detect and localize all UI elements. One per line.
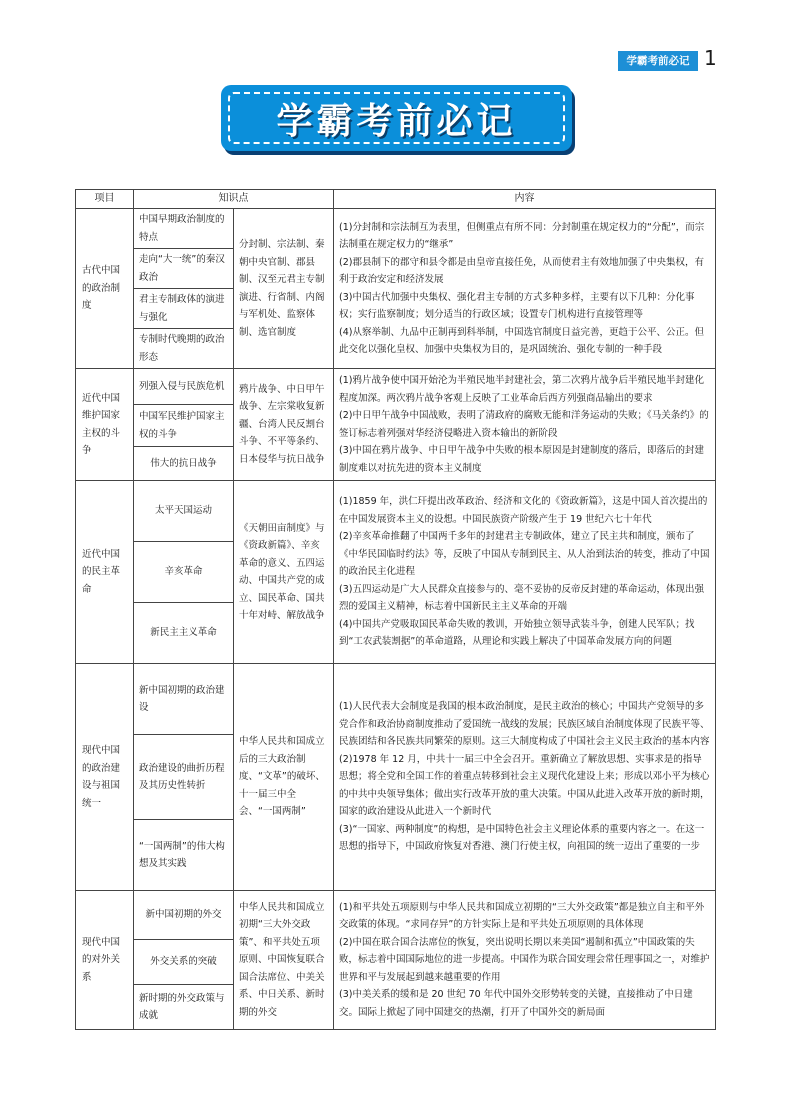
knowledge-table bbox=[75, 189, 716, 1030]
knowledge-summary: 中华人民共和国成立后的三大政治制度、“文革”的破坏、十一届三中全会、“一国两制” bbox=[234, 664, 334, 891]
header-knowledge: 知识点 bbox=[134, 190, 334, 209]
knowledge-point: 外交关系的突破 bbox=[134, 940, 234, 985]
knowledge-point: 中国军民维护国家主权的斗争 bbox=[134, 404, 234, 446]
content-paragraph: (1)和平共处五项原则与中华人民共和国成立初期的“三大外交政策”都是独立自主和平外交政策的体现。“求同存异”的方针实际上是和平共处五项原则的具体体现 bbox=[339, 901, 705, 931]
section-project: 近代中国维护国家主权的斗争 bbox=[76, 369, 134, 481]
section-content bbox=[334, 891, 716, 1030]
header-project: 项目 bbox=[76, 190, 134, 209]
page-title: 学霸考前必记 bbox=[276, 100, 517, 142]
content-paragraph: (4)中国共产党吸取国民革命失败的教训，开始独立领导武装斗争，创建人民军队；找到“工农武装割据”的革命道路，从理论和实践上解决了中国革命发展方向的问题 bbox=[339, 618, 695, 648]
knowledge-point: 新中国初期的外交 bbox=[134, 891, 234, 940]
section-project: 现代中国的政治建设与祖国统一 bbox=[76, 664, 134, 891]
content-paragraph: (2)中国在联合国合法席位的恢复，突出说明长期以来美国“遏制和孤立”中国政策的失败，标志着中国国际地位的进一步提高。中国作为联合国安理会常任理事国之一，对维护世界和平与发展起到越来越重要的作用 bbox=[339, 936, 710, 983]
knowledge-summary: 鸦片战争、中日甲午战争、左宗棠收复新疆、台湾人民反割台斗争、不平等条约、日本侵华与抗日战争 bbox=[234, 369, 334, 481]
table-row bbox=[76, 891, 716, 940]
knowledge-point: 新民主主义革命 bbox=[134, 603, 234, 664]
header-content: 内容 bbox=[334, 190, 716, 209]
section-project: 古代中国的政治制度 bbox=[76, 209, 134, 369]
knowledge-point: 新中国初期的政治建设 bbox=[134, 664, 234, 735]
content-paragraph: (3)“一国家、两种制度”的构想，是中国特色社会主义理论体系的重要内容之一。在这一思想的指导下，中国政府恢复对香港、澳门行使主权，向祖国的统一迈出了重要的一步 bbox=[339, 823, 705, 853]
table-row bbox=[76, 209, 716, 249]
page-number: 1 bbox=[704, 46, 717, 70]
title-banner bbox=[221, 85, 572, 151]
content-paragraph: (2)中日甲午战争中国战败，表明了清政府的腐败无能和洋务运动的失败；《马关条约》的签订标志着列强对华经济侵略进入资本输出的新阶段 bbox=[339, 410, 709, 439]
knowledge-summary: 中华人民共和国成立初期“三大外交政策”、和平共处五项原则、中国恢复联合国合法席位、中美关系、中日关系、新时期的外交 bbox=[234, 891, 334, 1030]
header-section-tag: 学霸考前必记 bbox=[618, 51, 698, 71]
knowledge-point: 政治建设的曲折历程及其历史性转折 bbox=[134, 735, 234, 820]
section-project: 现代中国的对外关系 bbox=[76, 891, 134, 1030]
section-content bbox=[334, 664, 716, 891]
knowledge-point: 新时期的外交政策与成就 bbox=[134, 985, 234, 1030]
content-paragraph: (3)五四运动是广大人民群众直接参与的、毫不妥协的反帝反封建的革命运动，体现出强烈的爱国主义精神，标志着中国新民主主义革命的开端 bbox=[339, 583, 704, 613]
section-project: 近代中国的民主革命 bbox=[76, 481, 134, 664]
content-paragraph: (1)1859 年，洪仁玕提出改革政治、经济和文化的《资政新篇》，这是中国人首次提出的在中国发展资本主义的设想。中国民族资产阶级产生于 19 世纪六七十年代 bbox=[339, 496, 708, 525]
section-content bbox=[334, 369, 716, 481]
knowledge-point: 君主专制政体的演进与强化 bbox=[134, 289, 234, 329]
table-row bbox=[76, 369, 716, 405]
content-paragraph: (3)中国在鸦片战争、中日甲午战争中失败的根本原因是封建制度的落后，即落后的封建制度难以对抗先进的资本主义制度 bbox=[339, 445, 704, 474]
table-row bbox=[76, 481, 716, 542]
knowledge-summary: 分封制、宗法制、秦朝中央官制、郡县制、汉至元君主专制演进、行省制、内阁与军机处、监察体制、选官制度 bbox=[234, 209, 334, 369]
section-content bbox=[334, 481, 716, 664]
knowledge-point: 伟大的抗日战争 bbox=[134, 447, 234, 481]
content-paragraph: (2)1978 年 12 月，中共十一届三中全会召开。重新确立了解放思想、实事求是的指导思想；将全党和全国工作的着重点转移到社会主义现代化建设上来；形成以邓小平为核心的中共中央领导集体；做出实行改革开放的重大决策。中国从此进入改革开放的新时期，国家的政治建设从此进入一个新时代 bbox=[339, 753, 710, 818]
content-paragraph: (2)郡县制下的郡守和县令都是由皇帝直接任免，从而使君主有效地加强了中央集权，有利于政治安定和经济发展 bbox=[339, 256, 704, 285]
knowledge-point: 专制时代晚期的政治形态 bbox=[134, 329, 234, 369]
knowledge-point: 走向“大一统”的秦汉政治 bbox=[134, 249, 234, 289]
content-paragraph: (2)辛亥革命推翻了中国两千多年的封建君主专制政体，建立了民主共和制度，颁布了《中华民国临时约法》等，反映了中国从专制到民主、从人治到法治的转变，推动了中国的政治民主化进程 bbox=[339, 531, 710, 578]
title-banner-frame bbox=[228, 92, 565, 144]
knowledge-point: 辛亥革命 bbox=[134, 542, 234, 603]
knowledge-point: 太平天国运动 bbox=[134, 481, 234, 542]
knowledge-point: “一国两制”的伟大构想及其实践 bbox=[134, 820, 234, 891]
table-row bbox=[76, 664, 716, 735]
table-header-row bbox=[76, 190, 716, 209]
content-paragraph: (1)分封制和宗法制互为表里，但侧重点有所不同：分封制重在规定权力的“分配”，而宗法制重在规定权力的“继承” bbox=[339, 221, 705, 250]
content-paragraph: (1)人民代表大会制度是我国的根本政治制度，是民主政治的核心；中国共产党领导的多党合作和政治协商制度推动了爱国统一战线的发展；民族区域自治制度体现了民族平等、民族团结和各民族共同繁荣的原则。这三大制度构成了中国社会主义民主政治的基本内容 bbox=[339, 701, 710, 748]
section-content bbox=[334, 209, 716, 369]
knowledge-point: 中国早期政治制度的特点 bbox=[134, 209, 234, 249]
content-paragraph: (1)鸦片战争使中国开始沦为半殖民地半封建社会，第二次鸦片战争后半殖民地半封建化程度加深。两次鸦片战争客观上反映了工业革命后西方列强商品输出的要求 bbox=[339, 375, 704, 404]
knowledge-point: 列强入侵与民族危机 bbox=[134, 369, 234, 405]
content-paragraph: (3)中国古代加强中央集权、强化君主专制的方式多种多样，主要有以下几种：分化事权；实行监察制度；划分适当的行政区域；设置专门机构进行直接管理等 bbox=[339, 291, 695, 320]
knowledge-summary: 《天朝田亩制度》与《资政新篇》、辛亥革命的意义、五四运动、中国共产党的成立、国民革命、国共十年对峙、解放战争 bbox=[234, 481, 334, 664]
content-paragraph: (4)从察举制、九品中正制再到科举制，中国选官制度日益完善，更趋于公平、公正。但此交化以强化皇权、加强中央集权为目的，是巩固统治、强化专制的一种手段 bbox=[339, 326, 704, 355]
content-paragraph: (3)中美关系的缓和是 20 世纪 70 年代中国外交形势转变的关键，直接推动了中日建交。国际上掀起了同中国建交的热潮，打开了中国外交的新局面 bbox=[339, 989, 693, 1018]
